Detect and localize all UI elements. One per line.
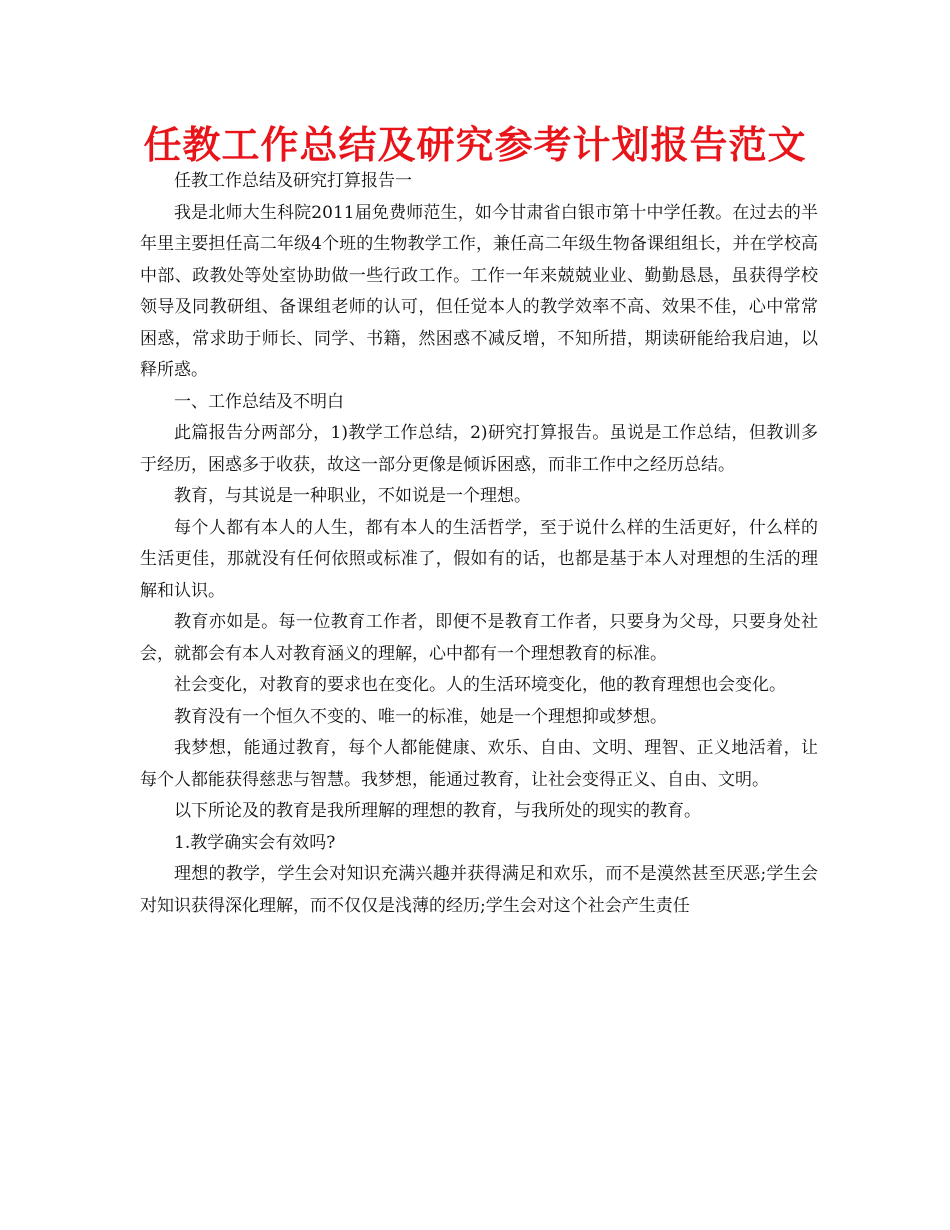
paragraph: 以下所论及的教育是我所理解的理想的教育，与我所处的现实的教育。 — [174, 801, 701, 821]
paragraph: 社会变化，对教育的要求也在变化。人的生活环境变化，他的教育理想也会变化。 — [174, 675, 786, 695]
paragraph: 此篇报告分两部分，1)教学工作总结，2)研究打算报告。虽说是工作总结，但教训多于经历，困惑多于收获，故这一部分更像是倾诉困惑，而非工作中之经历总结。 — [140, 423, 818, 475]
paragraph: 我梦想，能通过教育，每个人都能健康、欢乐、自由、文明、理智、正义地活着，让每个人都能获得慈悲与智慧。我梦想，能通过教育，让社会变得正义、自由、文明。 — [140, 738, 818, 790]
paragraph: 每个人都有本人的人生，都有本人的生活哲学，至于说什么样的生活更好，什么样的生活更佳，那就没有任何依照或标准了，假如有的话，也都是基于本人对理想的生活的理解和认识。 — [140, 517, 818, 601]
document-body — [140, 166, 818, 922]
section-heading: 一、工作总结及不明白 — [174, 391, 344, 412]
document-title: 任教工作总结及研究参考计划报告范文 — [143, 122, 807, 167]
paragraph: 教育，与其说是一种职业，不如说是一个理想。 — [174, 486, 531, 506]
paragraph: 我是北师大生科院2011届免费师范生，如今甘肃省白银市第十中学任教。在过去的半年里主要担任高二年级4个班的生物教学工作，兼任高二年级生物备课组组长，并在学校高中部、政教处等处室协助做一些行政工作。工作一年来兢兢业业、勤勤恳恳，虽获得学校领导及同教研组、备课组老师的认可，但任觉本人的教学效率不高、效果不佳，心中常常困惑，常求助于师长、同学、书籍，然困惑不减反增，不知所措，期读研能给我启迪，以释所惑。 — [140, 202, 818, 380]
paragraph-subtitle: 任教工作总结及研究打算报告一 — [174, 171, 412, 191]
paragraph: 理想的教学，学生会对知识充满兴趣并获得满足和欢乐，而不是漠然甚至厌恶;学生会对知识获得深化理解，而不仅仅是浅薄的经历;学生会对这个社会产生责任 — [140, 864, 818, 916]
paragraph: 教育亦如是。每一位教育工作者，即便不是教育工作者，只要身为父母，只要身处社会，就都会有本人对教育涵义的理解，心中都有一个理想教育的标准。 — [140, 612, 818, 664]
subsection-heading: 1.教学确实会有效吗? — [174, 832, 336, 853]
paragraph: 教育没有一个恒久不变的、唯一的标准，她是一个理想抑或梦想。 — [174, 706, 667, 727]
